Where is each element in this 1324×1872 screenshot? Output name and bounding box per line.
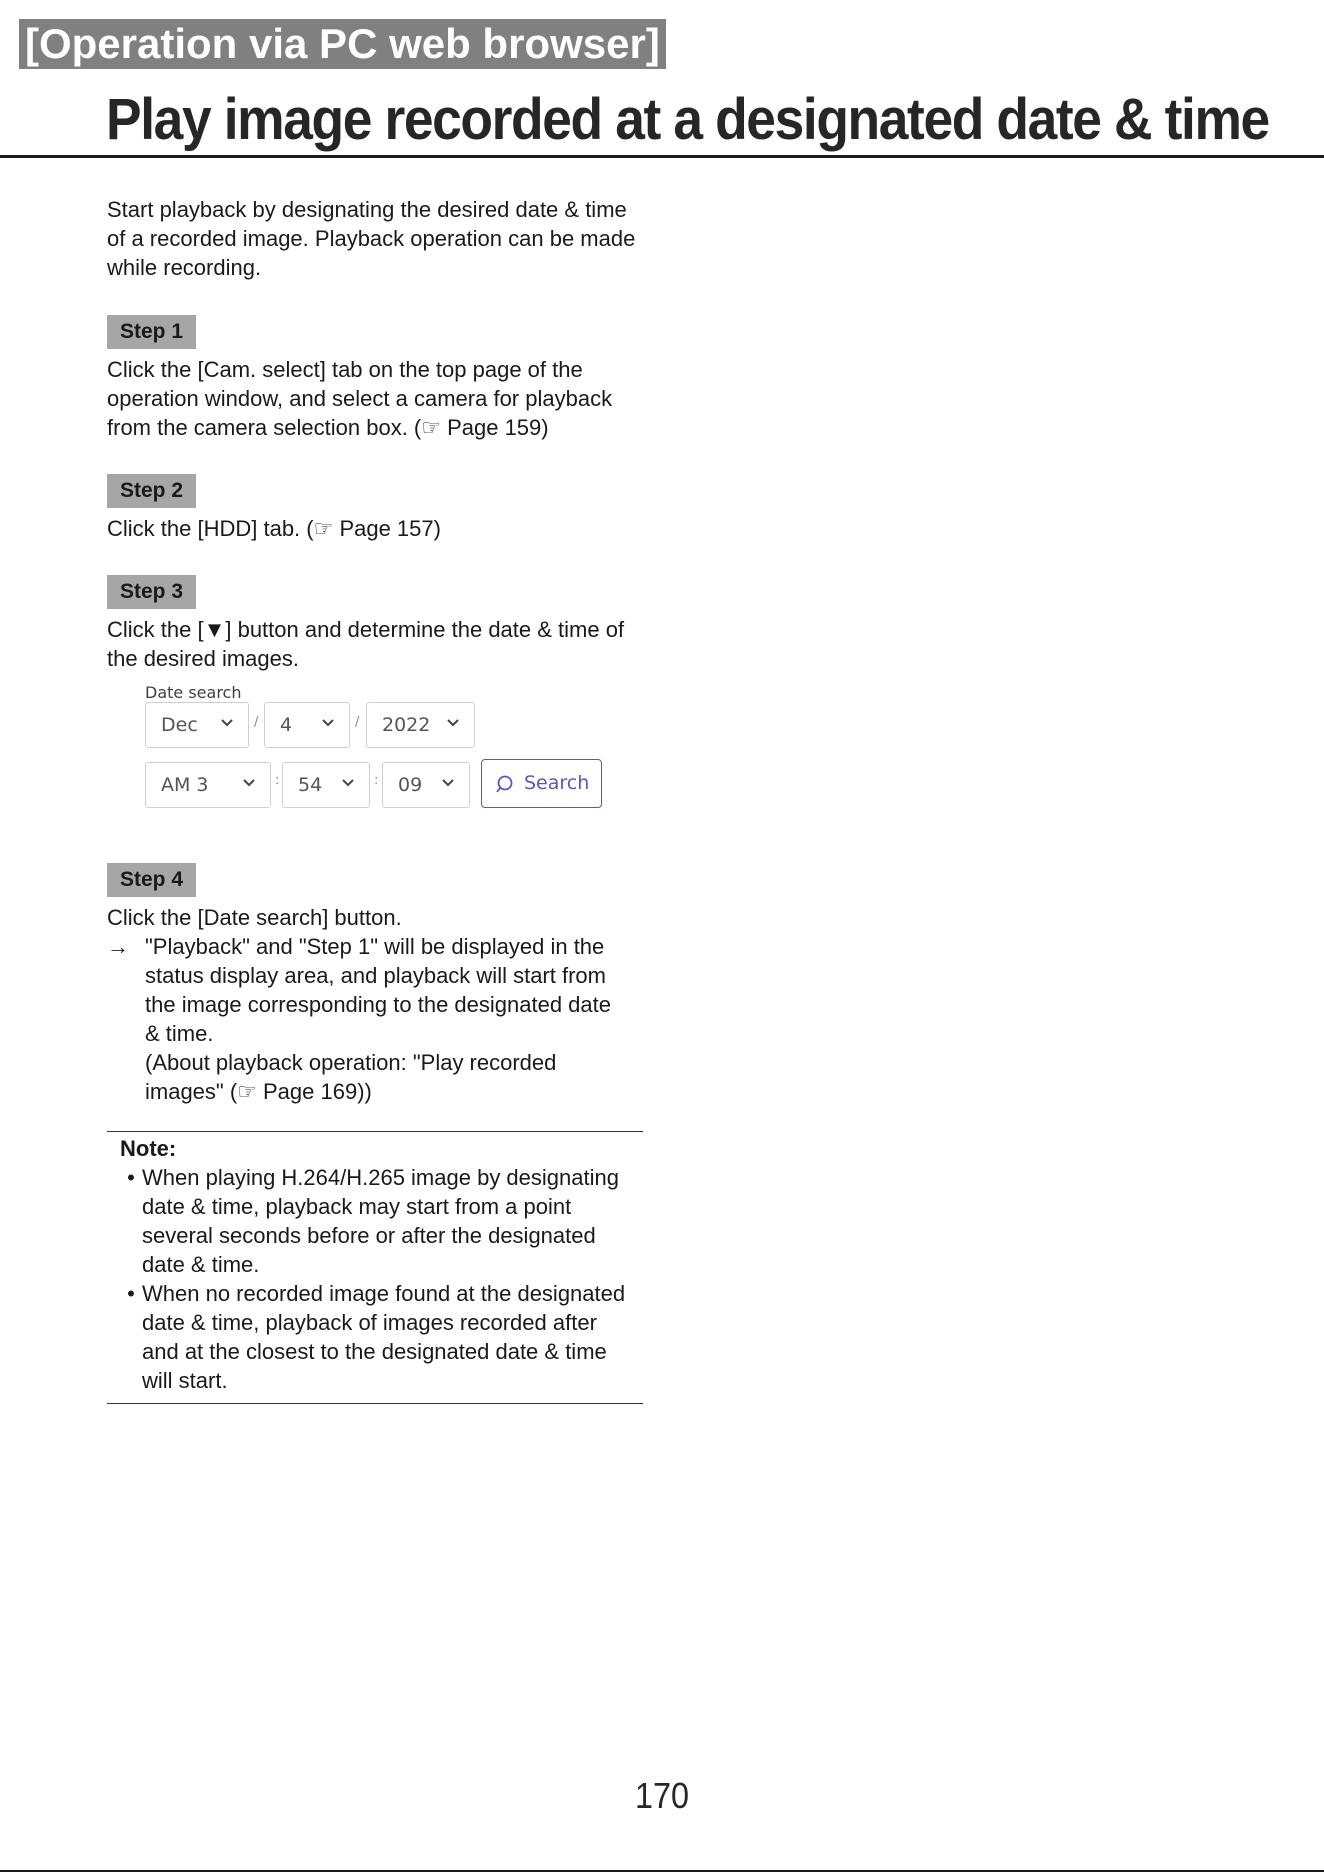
year-select[interactable]: [366, 702, 475, 748]
note-title: Note:: [120, 1136, 177, 1161]
result-text: [145, 932, 647, 1106]
note-item-text: [142, 1163, 643, 1279]
minute-value: 54: [298, 774, 323, 796]
month-select[interactable]: [145, 702, 249, 748]
text-line: Click the [HDD] tab. (☞ Page 157): [107, 516, 441, 541]
text-line: several seconds before or after the designated: [142, 1223, 596, 1248]
step-3-text: [107, 615, 647, 673]
hour-select[interactable]: [145, 762, 271, 808]
step-4-text: [107, 903, 647, 932]
step-3: [107, 575, 647, 609]
section-tag: [Operation via PC web browser]: [19, 19, 666, 69]
date-search-label: Date search: [145, 683, 242, 702]
year-value: 2022: [382, 714, 431, 736]
text-line: When playing H.264/H.265 image by designating: [142, 1165, 619, 1190]
chevron-down-icon: [446, 718, 460, 728]
text-line: the desired images.: [107, 646, 299, 671]
bullet: •: [127, 1165, 135, 1190]
step-badge: Step 1: [107, 315, 196, 349]
chevron-down-icon: [220, 718, 234, 728]
note-item: [120, 1163, 643, 1279]
step-badge: Step 3: [107, 575, 196, 609]
page-number: 170: [634, 1775, 690, 1816]
text-line: "Playback" and "Step 1" will be displayed in the: [145, 934, 605, 959]
chevron-down-icon: [242, 778, 256, 788]
text-line: from the camera selection box. (☞ Page 159): [107, 415, 549, 440]
title-divider: [0, 155, 1324, 158]
date-separator: /: [254, 715, 259, 730]
text-line: Click the [Cam. select] tab on the top page of the: [107, 357, 583, 382]
note-item: [120, 1279, 643, 1395]
text-line: Click the [▼] button and determine the date & time of: [107, 617, 625, 642]
text-line: operation window, and select a camera for playback: [107, 386, 613, 411]
bullet: •: [127, 1281, 135, 1306]
time-separator: :: [275, 773, 280, 788]
text-line: and at the closest to the designated date & time: [142, 1339, 607, 1364]
chevron-down-icon: [321, 718, 335, 728]
text-line: status display area, and playback will start from: [145, 963, 606, 988]
text-line: & time.: [145, 1021, 214, 1046]
second-value: 09: [398, 774, 423, 796]
step-badge: Step 4: [107, 863, 196, 897]
step-1: [107, 315, 647, 349]
step-2-text: [107, 514, 647, 543]
text-line: date & time, playback of images recorded after: [142, 1310, 597, 1335]
note-box: [107, 1131, 643, 1404]
search-button-label: Search: [524, 772, 590, 794]
step-4: [107, 863, 647, 897]
text-line: When no recorded image found at the designated: [142, 1281, 626, 1306]
text-line: Click the [Date search] button.: [107, 905, 402, 930]
day-value: 4: [280, 714, 293, 736]
date-separator: /: [355, 715, 360, 730]
step-2: [107, 474, 647, 508]
date-search-panel: [145, 683, 615, 820]
second-select[interactable]: [382, 762, 470, 808]
text-line: the image corresponding to the designated date: [145, 992, 611, 1017]
hour-value: AM 3: [161, 774, 209, 796]
text-line: images" (☞ Page 169)): [145, 1079, 372, 1104]
text-line: date & time.: [142, 1252, 260, 1277]
result-arrow: →: [107, 934, 129, 959]
day-select[interactable]: [264, 702, 350, 748]
intro-paragraph: Start playback by designating the desired date & time of a recorded image. Playback operation can be made while recording.: [107, 197, 636, 280]
note-item-text: [142, 1279, 643, 1395]
search-icon: [496, 774, 516, 794]
text-line: date & time, playback may start from a point: [142, 1194, 572, 1219]
chevron-down-icon: [341, 778, 355, 788]
minute-select[interactable]: [282, 762, 370, 808]
main-content: [107, 195, 647, 1404]
time-separator: :: [374, 773, 379, 788]
text-line: (About playback operation: "Play recorded: [145, 1050, 557, 1075]
chevron-down-icon: [441, 778, 455, 788]
step-badge: Step 2: [107, 474, 196, 508]
search-button[interactable]: [481, 759, 602, 808]
page-title: Play image recorded at a designated date & time: [106, 87, 1269, 152]
step-4-result: [107, 932, 647, 1106]
text-line: will start.: [142, 1368, 228, 1393]
step-1-text: [107, 355, 647, 442]
month-value: Dec: [161, 714, 198, 736]
